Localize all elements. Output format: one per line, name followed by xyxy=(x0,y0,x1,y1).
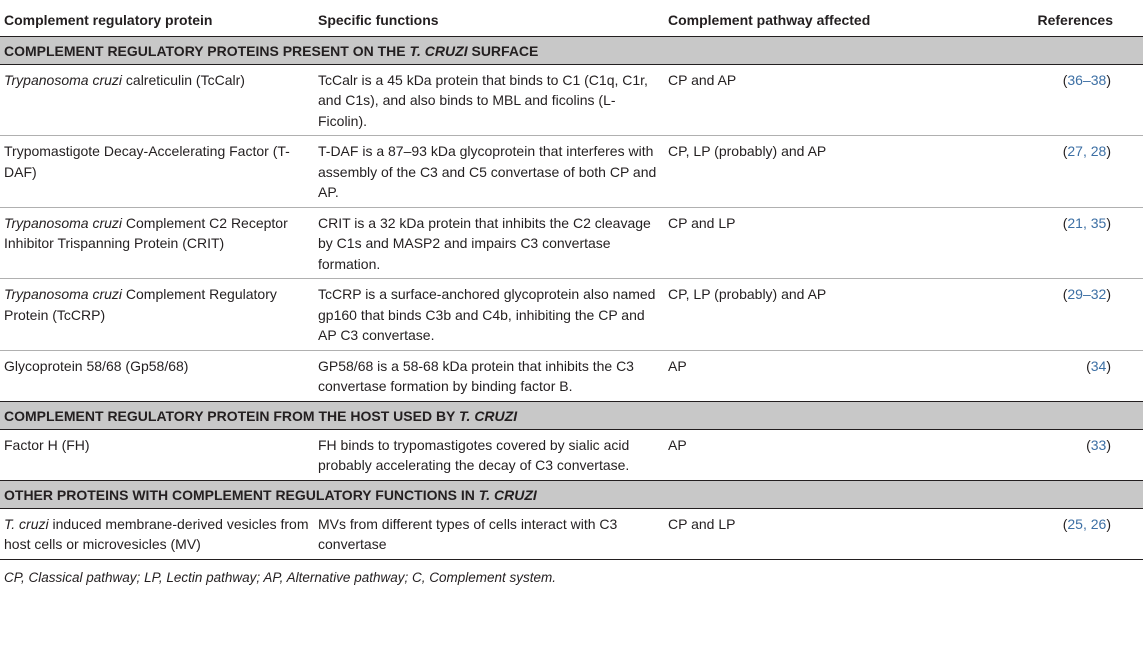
protein-italic-name: T. cruzi xyxy=(4,515,49,532)
reference-link[interactable]: 21, 35 xyxy=(1067,214,1107,231)
function-cell: TcCalr is a 45 kDa protein that binds to C1 (C1q, C1r, and C1s), and also binds to MBL and ficolins (L-Ficolin). xyxy=(314,64,664,136)
protein-cell xyxy=(0,429,314,480)
header-references: References xyxy=(992,0,1143,36)
protein-cell xyxy=(0,207,314,279)
function-cell: FH binds to trypomastigotes covered by sialic acid probably accelerating the decay of C3 convertase. xyxy=(314,429,664,480)
table-row xyxy=(0,207,1143,279)
header-pathway: Complement pathway affected xyxy=(664,0,992,36)
reference-cell xyxy=(992,508,1143,559)
reference-link[interactable]: 36–38 xyxy=(1067,71,1107,88)
reference-cell xyxy=(992,207,1143,279)
reference-open-paren: ( xyxy=(1086,357,1091,374)
reference-link[interactable]: 34 xyxy=(1090,357,1107,374)
section-title xyxy=(0,480,1143,508)
pathway-cell: CP and LP xyxy=(664,508,992,559)
header-protein: Complement regulatory protein xyxy=(0,0,314,36)
protein-cell xyxy=(0,136,314,208)
reference-open-paren: ( xyxy=(1062,143,1068,159)
function-cell: CRIT is a 32 kDa protein that inhibits the C2 cleavage by C1s and MASP2 and impairs C3 convertase formation. xyxy=(314,207,664,279)
protein-name: Factor H (FH) xyxy=(4,436,90,453)
section-title-prefix: COMPLEMENT REGULATORY PROTEIN FROM THE HOST USED BY xyxy=(4,407,460,424)
section-title-suffix: SURFACE xyxy=(467,42,539,59)
pathway-cell: CP and LP xyxy=(664,207,992,279)
protein-italic-name: Trypanosoma cruzi xyxy=(4,71,123,88)
reference-open-paren: ( xyxy=(1062,515,1068,532)
pathway-cell: AP xyxy=(664,350,992,401)
function-cell: TcCRP is a surface-anchored glycoprotein also named gp160 that binds C3b and C4b, inhibiting the CP and AP C3 convertase. xyxy=(314,279,664,351)
section-title xyxy=(0,36,1143,64)
section-title-prefix: COMPLEMENT REGULATORY PROTEINS PRESENT ON THE xyxy=(4,42,410,59)
table-row xyxy=(0,350,1143,401)
reference-cell xyxy=(992,279,1143,351)
protein-cell xyxy=(0,508,314,559)
protein-italic-name: Trypanosoma cruzi xyxy=(4,286,123,302)
reference-open-paren: ( xyxy=(1062,214,1068,231)
reference-cell xyxy=(992,429,1143,480)
reference-close-paren: ) xyxy=(1106,214,1111,231)
protein-name: Trypomastigote Decay-Accelerating Factor (T-DAF) xyxy=(4,143,290,180)
reference-cell xyxy=(992,350,1143,401)
table-row xyxy=(0,508,1143,559)
reference-open-paren: ( xyxy=(1062,286,1068,302)
protein-cell xyxy=(0,279,314,351)
table-row xyxy=(0,279,1143,351)
function-cell: GP58/68 is a 58-68 kDa protein that inhibits the C3 convertase formation by binding factor B. xyxy=(314,350,664,401)
reference-close-paren: ) xyxy=(1106,286,1111,302)
table-row xyxy=(0,136,1143,208)
protein-cell xyxy=(0,350,314,401)
reference-link[interactable]: 25, 26 xyxy=(1067,515,1107,532)
protein-name: Glycoprotein 58/68 (Gp58/68) xyxy=(4,357,189,374)
section-header-row xyxy=(0,480,1143,508)
table-row xyxy=(0,429,1143,480)
section-title xyxy=(0,401,1143,429)
section-title-italic: T. CRUZI xyxy=(478,486,537,503)
section-title-italic: T. CRUZI xyxy=(409,42,468,59)
reference-link[interactable]: 33 xyxy=(1090,436,1107,453)
reference-open-paren: ( xyxy=(1062,71,1068,88)
section-header-row xyxy=(0,36,1143,64)
function-cell: T-DAF is a 87–93 kDa glycoprotein that interferes with assembly of the C3 and C5 convertase of both CP and AP. xyxy=(314,136,664,208)
pathway-cell: CP, LP (probably) and AP xyxy=(664,136,992,208)
protein-name: Complement C2 Receptor Inhibitor Trispanning Protein (CRIT) xyxy=(4,214,288,251)
function-cell: MVs from different types of cells interact with C3 convertase xyxy=(314,508,664,559)
table-header-row xyxy=(0,0,1143,36)
header-functions: Specific functions xyxy=(314,0,664,36)
reference-link[interactable]: 27, 28 xyxy=(1067,143,1107,159)
reference-close-paren: ) xyxy=(1106,143,1111,159)
reference-close-paren: ) xyxy=(1106,357,1111,374)
protein-cell xyxy=(0,64,314,136)
protein-name: calreticulin (TcCalr) xyxy=(122,71,245,88)
protein-italic-name: Trypanosoma cruzi xyxy=(4,214,123,231)
reference-close-paren: ) xyxy=(1106,436,1111,453)
protein-name: Complement Regulatory Protein (TcCRP) xyxy=(4,286,277,323)
table-body xyxy=(0,36,1143,559)
reference-close-paren: ) xyxy=(1106,515,1111,532)
table-footnote: CP, Classical pathway; LP, Lectin pathway; AP, Alternative pathway; C, Complement system. xyxy=(4,569,557,585)
pathway-cell: CP and AP xyxy=(664,64,992,136)
protein-name: induced membrane-derived vesicles from host cells or microvesicles (MV) xyxy=(4,515,309,552)
pathway-cell: CP, LP (probably) and AP xyxy=(664,279,992,351)
section-title-italic: T. CRUZI xyxy=(459,407,518,424)
reference-cell xyxy=(992,64,1143,136)
reference-cell xyxy=(992,136,1143,208)
table-row xyxy=(0,64,1143,136)
reference-open-paren: ( xyxy=(1086,436,1091,453)
reference-close-paren: ) xyxy=(1106,71,1111,88)
section-title-prefix: OTHER PROTEINS WITH COMPLEMENT REGULATORY FUNCTIONS IN xyxy=(4,486,479,503)
reference-link[interactable]: 29–32 xyxy=(1067,286,1107,302)
pathway-cell: AP xyxy=(664,429,992,480)
section-header-row xyxy=(0,401,1143,429)
